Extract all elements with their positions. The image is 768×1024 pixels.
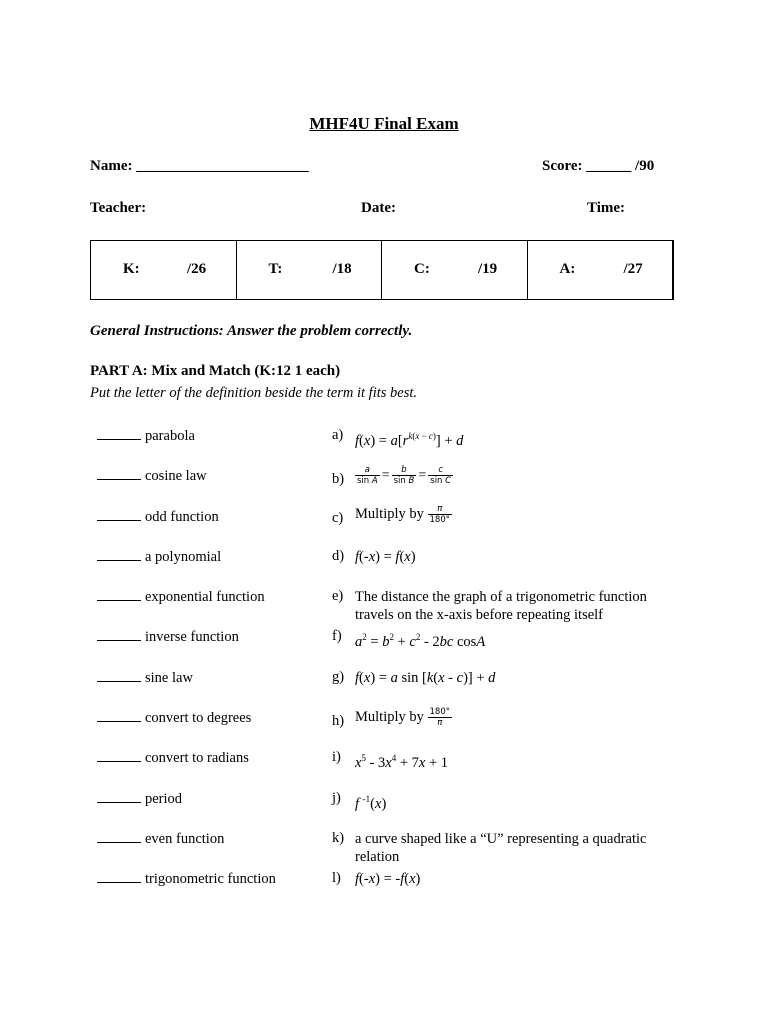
term-row — [97, 749, 249, 767]
term-label: exponential function — [145, 589, 265, 605]
score-cell-value: /18 — [332, 261, 352, 277]
fraction-numerator: 180° — [429, 707, 450, 717]
score-cell-value: /27 — [623, 261, 643, 277]
fraction-numerator: π — [428, 504, 452, 515]
definition-letter: k) — [332, 830, 345, 846]
term-label: even function — [145, 831, 225, 847]
date-label: Date: — [361, 200, 396, 216]
part-a-subtitle: Put the letter of the definition beside the term it fits best. — [90, 385, 418, 401]
term-label: trigonometric function — [145, 871, 276, 887]
term-row — [97, 669, 193, 687]
term-row — [97, 870, 276, 888]
answer-blank[interactable] — [97, 830, 141, 843]
definition-letter: c) — [332, 510, 344, 526]
fraction: $\frac{a}{\text{sin A}}$ — [357, 465, 378, 486]
definition-letter: g) — [332, 669, 345, 685]
definition-g-formula: f(x) = a sin [k(x - c)] + d — [355, 670, 496, 686]
answer-blank[interactable] — [97, 790, 141, 803]
definition-j-formula: f $^{-1}$(x) — [355, 794, 387, 812]
definition-c-text: Multiply by — [355, 505, 424, 522]
fraction — [428, 504, 452, 525]
score-cell-label: C: — [414, 261, 430, 277]
definition-h — [355, 707, 675, 728]
definition-e: The distance the graph of a trigonometric function travels on the x-axis before repeating itself — [355, 589, 647, 623]
term-row — [97, 467, 207, 485]
fraction-denominator: π — [437, 718, 443, 728]
definition-a-formula: $f(x) = a[r^{k(x - c)}] + d$ — [355, 431, 464, 449]
term-label: inverse function — [145, 629, 239, 645]
definition-letter: a) — [332, 427, 344, 443]
term-label: period — [145, 791, 183, 807]
score-field-label: Score: ______ /90 — [542, 158, 655, 174]
definition-h-text: Multiply by — [355, 708, 424, 725]
time-label: Time: — [587, 200, 626, 216]
definition-b-sine-law-formula: $\frac{a}{\text{sin A}}$ = $\frac{b}{\text{sin B}}$ = $\frac{c}{\text{sin C}}$ — [357, 465, 452, 486]
answer-blank[interactable] — [97, 588, 141, 601]
definition-letter: l) — [332, 870, 341, 886]
term-label: a polynomial — [145, 549, 222, 565]
definition-letter: f) — [332, 628, 342, 644]
exam-title: MHF4U Final Exam — [309, 114, 459, 133]
definition-letter: j) — [332, 790, 341, 806]
definition-letter: i) — [332, 749, 341, 765]
score-breakdown-table — [90, 240, 674, 300]
general-instructions: General Instructions: Answer the problem correctly. — [90, 323, 413, 339]
term-row — [97, 830, 224, 848]
answer-blank[interactable] — [97, 669, 141, 682]
answer-blank[interactable] — [97, 508, 141, 521]
part-a-title: PART A: Mix and Match (K:12 1 each) — [90, 363, 341, 379]
answer-blank[interactable] — [97, 628, 141, 641]
term-label: convert to radians — [145, 750, 249, 766]
term-row — [97, 508, 219, 526]
score-cell-t — [237, 241, 383, 299]
term-row — [97, 588, 265, 606]
score-cell-label: A: — [559, 261, 576, 277]
fraction-denominator: 180° — [429, 515, 450, 525]
definition-letter: b) — [332, 471, 345, 487]
term-row — [97, 548, 221, 566]
definition-l-formula: f(-x) = -f(x) — [355, 871, 421, 887]
answer-blank[interactable] — [97, 709, 141, 722]
term-label: sine law — [145, 670, 193, 686]
answer-blank[interactable] — [97, 870, 141, 883]
score-cell-value: /26 — [187, 261, 207, 277]
term-label: odd function — [145, 509, 219, 525]
term-label: cosine law — [145, 468, 207, 484]
answer-blank[interactable] — [97, 427, 141, 440]
name-field-label: Name: _______________________ — [90, 158, 309, 174]
term-label: convert to degrees — [145, 710, 252, 726]
score-cell-label: T: — [268, 261, 283, 277]
term-label: parabola — [145, 428, 195, 444]
score-cell-k — [91, 241, 237, 299]
definition-d-formula: f(-x) = f(x) — [355, 549, 416, 565]
definition-letter: e) — [332, 588, 344, 604]
teacher-label: Teacher: — [90, 200, 147, 216]
score-cell-label: K: — [123, 261, 140, 277]
answer-blank[interactable] — [97, 467, 141, 480]
answer-blank[interactable] — [97, 548, 141, 561]
score-cell-c — [382, 241, 528, 299]
term-row — [97, 709, 251, 727]
definition-letter: d) — [332, 548, 345, 564]
fraction: $\frac{b}{\text{sin B}}$ — [393, 465, 415, 486]
definition-k: a curve shaped like a “U” representing a quadratic relation — [355, 831, 647, 865]
definition-letter: h) — [332, 713, 345, 729]
answer-blank[interactable] — [97, 749, 141, 762]
fraction: $\frac{c}{\text{sin C}}$ — [430, 465, 452, 486]
term-row — [97, 427, 195, 445]
term-row — [97, 628, 239, 646]
score-cell-a — [528, 241, 673, 299]
score-cell-value: /19 — [478, 261, 498, 277]
definition-f-cosine-law-formula: $a^2 = b^2 + c^2 - 2bc$ cosA — [355, 632, 486, 650]
definition-c — [355, 504, 675, 525]
fraction — [428, 707, 452, 728]
term-row — [97, 790, 182, 808]
definition-i-polynomial: $x^5 - 3x^4 + 7x + 1$ — [355, 753, 449, 771]
